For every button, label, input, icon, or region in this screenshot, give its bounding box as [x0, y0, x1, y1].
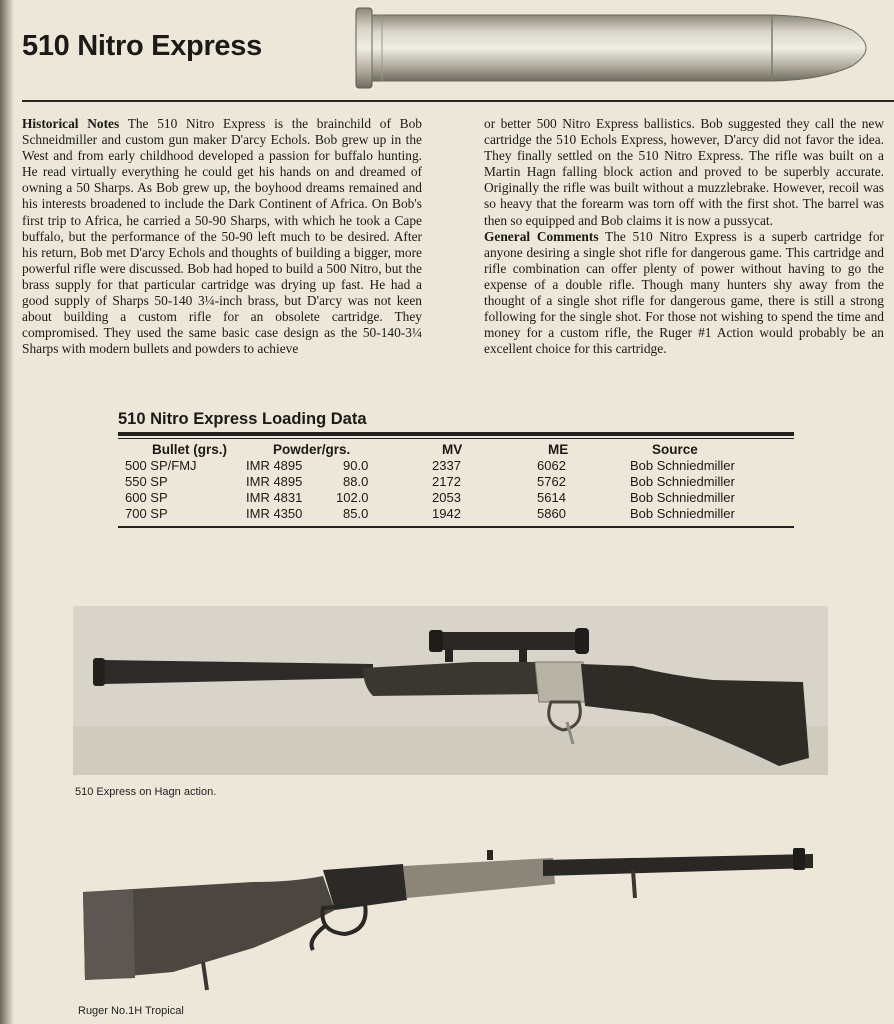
cell-grains: 102.0	[336, 490, 369, 505]
hagn-rifle-photo	[73, 606, 828, 775]
table-bottom-rule	[118, 526, 794, 528]
hagn-caption: 510 Express on Hagn action.	[75, 786, 217, 798]
cartridge-image	[352, 6, 882, 90]
cell-source: Bob Schniedmiller	[630, 474, 735, 489]
cell-mv: 1942	[432, 506, 461, 521]
general-comments-text: The 510 Nitro Express is a superb cartridge for anyone desiring a single shot rifle for dangerous game. This cartridge and rifle combination can offer plenty of power without having to go the expense of a double rifle. Though many hunters shy away from the thought of a single shot rifle for dangerous game, there is still a strong following for the single shot. For those not wishing to spend the time and money for a custom rifle, the Ruger #1 Action would probably be an excellent choice for this cartridge.	[484, 228, 884, 357]
page-title: 510 Nitro Express	[22, 30, 262, 62]
historical-notes-text: The 510 Nitro Express is the brainchild of Bob Schneidmiller and custom gun maker D'arcy Echols. Bob grew up in the West and from early childhood developed a passion for buffalo hunting. He read virtually everything he could get his hands on and dreamed of owning a 50 Sharps. As Bob grew up, the boyhood dreams remained and his interests broadened to include the Dark Continent of Africa. On Bob's first trip to Africa, he carried a 50-90 Sharps, with which he took a Cape buffalo, but the performance of the 50-90 left much to be desired. After his return, Bob met D'arcy Echols and thoughts of building a bigger, more powerful rifle were discussed. Bob had hoped to build a 500 Nitro, but the brass supply for that particular cartridge was drying up fast. He had a good supply of Sharps 50-140 3¼-inch brass, but D'arcy was not keen about building a custom rifle for an obsolete cartridge. They compromised. They used the same basic case design as the 50-140-3¼ Sharps with modern bullets and powders to achieve	[22, 116, 422, 357]
cell-bullet: 500 SP/FMJ	[125, 458, 197, 473]
cell-me: 5762	[537, 474, 566, 489]
historical-notes-heading: Historical Notes	[22, 116, 120, 131]
title-rule	[22, 100, 894, 102]
header-me: ME	[548, 442, 569, 457]
header-mv: MV	[442, 442, 463, 457]
table-top-rule	[118, 432, 794, 436]
cell-powder: IMR 4895	[246, 474, 303, 489]
historical-notes-continued: or better 500 Nitro Express ballistics. Bob suggested they call the new cartridge the 510 Echols Express, however, D'arcy did not favor the idea. They finally settled on the 510 Nitro Express. The rifle was built on a Martin Hagn falling block action and proved to be superbly accurate. Originally the rifle was built without a muzzlebrake. However, recoil was so heavy that the forearm was torn off with the first shot. The barrel was then so equipped and Bob claims it is now a pussycat.	[484, 116, 884, 228]
loading-data-table	[118, 410, 794, 528]
cell-source: Bob Schniedmiller	[630, 490, 735, 505]
loading-data-grid	[118, 439, 794, 521]
cell-grains: 88.0	[343, 474, 369, 489]
cell-bullet: 550 SP	[125, 474, 168, 489]
loading-data-title: 510 Nitro Express Loading Data	[118, 410, 367, 428]
historical-notes-left-column	[22, 116, 422, 357]
cell-bullet: 700 SP	[125, 506, 168, 521]
cell-source: Bob Schniedmiller	[630, 458, 735, 473]
header-bullet: Bullet (grs.)	[152, 442, 228, 457]
cell-mv: 2337	[432, 458, 461, 473]
cell-powder: IMR 4350	[246, 506, 303, 521]
cell-mv: 2053	[432, 490, 461, 505]
cell-bullet: 600 SP	[125, 490, 168, 505]
historical-notes-right-column	[484, 116, 884, 357]
cell-powder: IMR 4831	[246, 490, 303, 505]
cell-grains: 90.0	[343, 458, 369, 473]
cell-me: 5860	[537, 506, 566, 521]
page-binding-edge	[0, 0, 14, 1024]
ruger-caption: Ruger No.1H Tropical	[78, 1005, 184, 1017]
general-comments-heading: General Comments	[484, 228, 599, 244]
ruger-rifle-photo	[73, 840, 828, 995]
cell-me: 6062	[537, 458, 566, 473]
header-powder: Powder/grs.	[273, 442, 351, 457]
cell-source: Bob Schniedmiller	[630, 506, 735, 521]
cell-me: 5614	[537, 490, 566, 505]
header-source: Source	[652, 442, 698, 457]
cell-mv: 2172	[432, 474, 461, 489]
cell-powder: IMR 4895	[246, 458, 303, 473]
cell-grains: 85.0	[343, 506, 369, 521]
